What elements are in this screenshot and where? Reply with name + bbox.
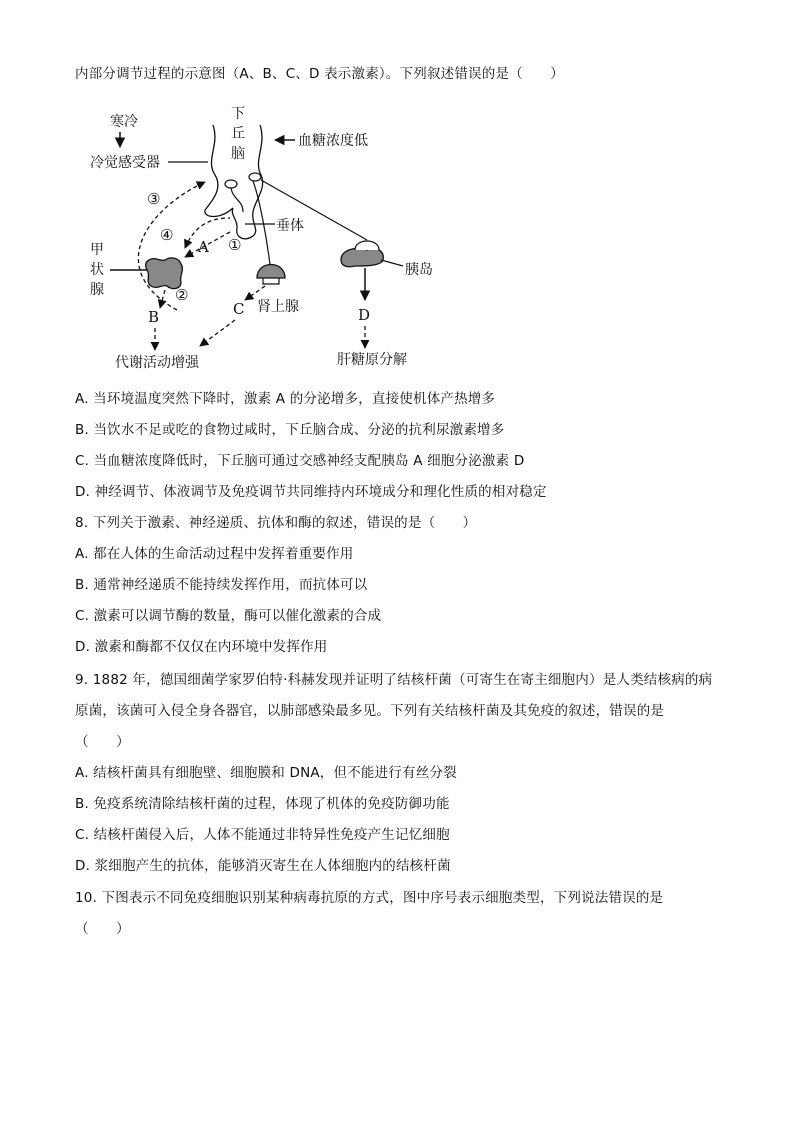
c-to-metabolism-arrow bbox=[200, 320, 235, 346]
q8-option-a: A. 都在人体的生命活动过程中发挥着重要作用 bbox=[75, 546, 354, 562]
glycogenolysis-label: 肝糖原分解 bbox=[337, 352, 407, 368]
low-glucose-label: 血糖浓度低 bbox=[298, 133, 368, 149]
nerve-to-adrenal bbox=[253, 181, 270, 265]
q9-option-b: B. 免疫系统清除结核杆菌的过程，体现了机体的免疫防御功能 bbox=[75, 796, 450, 812]
pituitary-label: 垂体 bbox=[276, 218, 304, 234]
step-1-marker: ① bbox=[228, 236, 242, 254]
question-9-stem-line-1: 9. 1882 年，德国细菌学家罗伯特·科赫发现并证明了结核杆菌（可寄生在寄主细胞内）是人类结核病的病 bbox=[75, 672, 713, 688]
neuron-body-2 bbox=[249, 173, 261, 181]
thyroid-gland-shape bbox=[146, 258, 183, 289]
islet-label: 胰岛 bbox=[405, 262, 433, 278]
hypothalamus-char-3: 脑 bbox=[231, 146, 245, 162]
q9-option-c: C. 结核杆菌侵入后，人体不能通过非特异性免疫产生记忆细胞 bbox=[75, 827, 450, 843]
q9-option-d: D. 浆细胞产生的抗体，能够消灭寄生在人体细胞内的结核杆菌 bbox=[75, 858, 451, 874]
q7-option-c: C. 当血糖浓度降低时，下丘脑可通过交感神经支配胰岛 A 细胞分泌激素 D bbox=[75, 453, 525, 469]
adrenal-base bbox=[263, 278, 279, 284]
hormone-regulation-diagram bbox=[85, 100, 445, 375]
hypothalamus-char-2: 丘 bbox=[231, 126, 245, 142]
q7-option-b: B. 当饮水不足或吃的食物过咸时，下丘脑合成、分泌的抗利尿激素增多 bbox=[75, 422, 505, 438]
hormone-b-arrow bbox=[160, 290, 165, 308]
neuron-body-1 bbox=[225, 180, 237, 188]
cold-receptor-label: 冷觉感受器 bbox=[90, 155, 160, 171]
step-4-marker: ④ bbox=[160, 226, 174, 244]
hormone-a-label: A bbox=[198, 238, 209, 256]
step-3-marker: ③ bbox=[147, 190, 161, 208]
step-2-marker: ② bbox=[175, 286, 189, 304]
q7-option-a: A. 当环境温度突然下降时，激素 A 的分泌增多，直接使机体产热增多 bbox=[75, 391, 496, 407]
question-8-stem: 8. 下列关于激素、神经递质、抗体和酶的叙述，错误的是（ ） bbox=[75, 515, 477, 531]
hormone-c-label: C bbox=[233, 300, 245, 318]
cold-label: 寒冷 bbox=[110, 114, 138, 130]
thyroid-char-1: 甲 bbox=[90, 242, 104, 258]
hypothalamus-left-wall bbox=[205, 125, 218, 210]
question-9-stem-line-2: 原菌，该菌可入侵全身各器官，以肺部感染最多见。下列有关结核杆菌及其免疫的叙述，错误的是 bbox=[75, 703, 665, 719]
adrenal-gland-shape bbox=[257, 265, 285, 279]
q8-option-d: D. 激素和酶都不仅仅在内环境中发挥作用 bbox=[75, 639, 328, 655]
adrenal-label: 肾上腺 bbox=[257, 299, 299, 315]
question-10-stem-line-1: 10. 下图表示不同免疫细胞识别某种病毒抗原的方式，图中序号表示细胞类型，下列说法错误的是 bbox=[75, 890, 664, 906]
question-9-stem-line-3: （ ） bbox=[75, 734, 130, 750]
question-10-stem-line-2: （ ） bbox=[75, 921, 130, 937]
islet-line bbox=[381, 260, 403, 266]
q9-option-a: A. 结核杆菌具有细胞壁、细胞膜和 DNA，但不能进行有丝分裂 bbox=[75, 765, 457, 781]
q8-option-c: C. 激素可以调节酶的数量，酶可以催化激素的合成 bbox=[75, 608, 382, 624]
pancreas-shape bbox=[341, 248, 383, 266]
hormone-d-label: D bbox=[358, 306, 371, 324]
thyroid-char-3: 腺 bbox=[90, 282, 104, 298]
hypothalamus-char-1: 下 bbox=[231, 106, 245, 122]
hormone-c-arrow bbox=[245, 286, 265, 300]
q8-option-b: B. 通常神经递质不能持续发挥作用，而抗体可以 bbox=[75, 577, 368, 593]
metabolism-label: 代谢活动增强 bbox=[115, 355, 199, 371]
question-7-intro: 内部分调节过程的示意图（A、B、C、D 表示激素）。下列叙述错误的是（ ） bbox=[75, 66, 564, 82]
q7-option-d: D. 神经调节、体液调节及免疫调节共同维持内环境成分和理化性质的相对稳定 bbox=[75, 484, 547, 500]
thyroid-char-2: 状 bbox=[90, 262, 104, 278]
islet-cap bbox=[355, 241, 379, 250]
pituitary-stalk bbox=[205, 208, 233, 217]
hormone-b-label: B bbox=[148, 308, 160, 326]
